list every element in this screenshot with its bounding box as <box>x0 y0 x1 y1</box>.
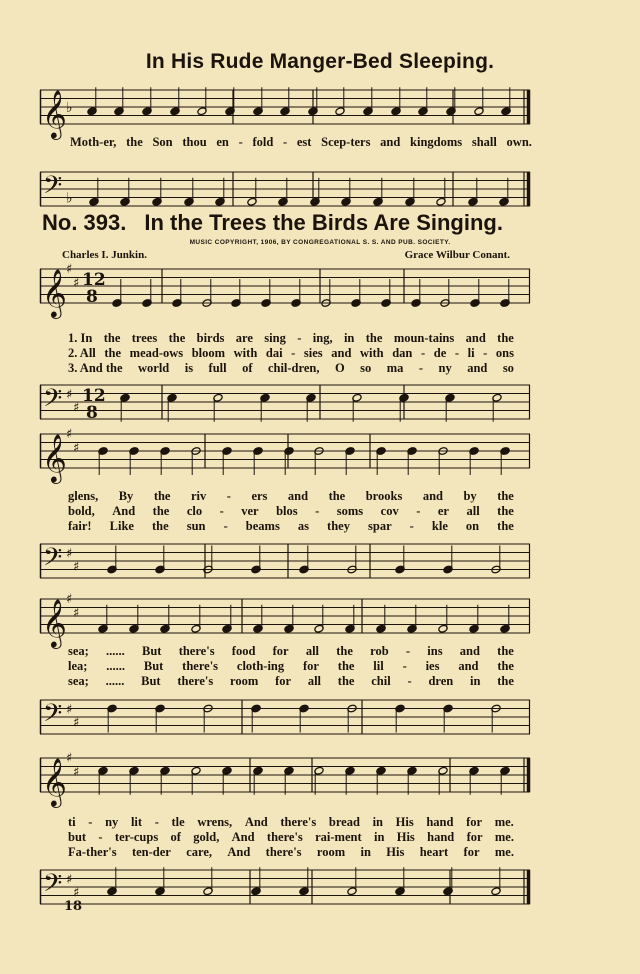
lyric-word: there's <box>178 644 215 658</box>
bass-staff <box>40 540 530 584</box>
lyric-word: by <box>463 489 477 503</box>
lyric-word: sies <box>303 346 323 360</box>
lyric-word: soms <box>336 504 364 518</box>
lyric-word: sea; <box>68 644 89 658</box>
lyric-word: ing, <box>312 331 333 345</box>
treble-clef-icon: 𝄞 <box>42 757 67 806</box>
lyric-word: there's <box>266 830 303 844</box>
lyric-line <box>68 331 514 346</box>
lyric-word: But <box>142 644 162 658</box>
lyric-line <box>68 361 514 376</box>
lyric-word: and <box>422 489 443 503</box>
lyric-word: - <box>154 815 159 829</box>
lyric-word: ...... <box>106 644 125 658</box>
lyric-word: spar <box>368 519 392 533</box>
lyric-word: sea; <box>68 674 89 688</box>
lyric-word: mead-ows <box>129 346 184 360</box>
lyric-word: so <box>502 361 514 375</box>
lyric-word: on <box>465 519 480 533</box>
time-signature-bottom: 8 <box>86 287 98 307</box>
lyric-word: full <box>208 361 227 375</box>
time-signature-bottom: 8 <box>86 403 98 423</box>
key-sharp-icon: ♯ <box>66 387 73 403</box>
lyric-word: - <box>88 815 93 829</box>
lyric-word: - <box>238 135 243 149</box>
lyric-word: dai <box>265 346 283 360</box>
treble-staff <box>40 262 530 317</box>
lyric-word: the <box>497 331 514 345</box>
lyric-line <box>68 674 514 689</box>
lyric-word: er <box>437 504 449 518</box>
lyric-word: Moth-er, <box>70 135 117 149</box>
lyric-line <box>68 519 514 534</box>
lyric-word: cov <box>380 504 399 518</box>
lyric-word: for <box>466 815 483 829</box>
lyric-word: kle <box>431 519 448 533</box>
lyric-line <box>68 644 514 659</box>
lyric-word: the <box>153 489 171 503</box>
lyric-word: kingdoms <box>410 135 463 149</box>
lyric-word: chil <box>371 674 391 688</box>
lyric-word: the <box>497 519 514 533</box>
hymn-number: No. 393. <box>42 210 127 235</box>
lyric-word: room <box>316 845 346 859</box>
treble-clef-icon: 𝄞 <box>42 268 67 317</box>
lyric-word: 3. And the <box>68 361 123 375</box>
lyric-word: Son <box>152 135 173 149</box>
lyric-word: brooks <box>365 489 403 503</box>
lyric-word: and <box>467 361 488 375</box>
key-sharp-icon: ♯ <box>73 400 80 416</box>
lyric-word: But <box>143 659 164 673</box>
lyric-word: - <box>409 519 414 533</box>
lyric-word: blos <box>276 504 298 518</box>
lyric-word: - <box>283 135 288 149</box>
lyric-word: in <box>343 331 355 345</box>
lyric-word: By <box>118 489 134 503</box>
lyric-word: the <box>337 659 355 673</box>
lyric-word: ten-der <box>131 845 171 859</box>
lyric-word: me. <box>494 830 514 844</box>
lyric-word: ...... <box>105 674 125 688</box>
lyric-word: - <box>315 504 320 518</box>
treble-staff <box>40 86 530 138</box>
hymn-title: In the Trees the Birds Are Singing. <box>144 210 503 235</box>
key-sharp-icon: ♯ <box>66 592 73 607</box>
lyric-word: His <box>395 815 414 829</box>
lyric-word: li <box>467 346 475 360</box>
lyric-word: ons <box>495 346 514 360</box>
bass-staff <box>40 381 530 425</box>
lyric-word: shall <box>471 135 497 149</box>
lyric-word: lea; <box>68 659 88 673</box>
lyric-word: the <box>152 504 170 518</box>
lyric-word: there's <box>265 845 302 859</box>
treble-clef-icon: 𝄞 <box>42 433 67 482</box>
lyric-line <box>68 815 514 830</box>
lyric-word: me. <box>494 845 514 859</box>
lyric-word: for <box>275 674 292 688</box>
lyric-word: and <box>458 659 479 673</box>
lyric-word: fold <box>252 135 274 149</box>
author-credit: Grace Wilbur Conant. <box>404 249 510 261</box>
lyric-word: food <box>231 644 256 658</box>
lyric-word: est <box>296 135 312 149</box>
lyric-word: 2. All <box>68 346 96 360</box>
lyric-word: there's <box>177 674 214 688</box>
lyric-word: ...... <box>106 659 126 673</box>
lyric-word: - <box>420 346 426 360</box>
treble-clef-icon: 𝄞 <box>42 89 67 138</box>
lyric-word: But <box>141 674 161 688</box>
key-flat-icon: ♭ <box>66 100 73 116</box>
lyric-word: rai-ment <box>315 830 362 844</box>
lyric-word: and <box>287 489 309 503</box>
lyric-word: riv <box>190 489 207 503</box>
lyric-word: me. <box>494 815 514 829</box>
lyric-word: ter-cups <box>114 830 159 844</box>
lyric-word: rob <box>370 644 389 658</box>
key-sharp-icon: ♯ <box>66 702 73 718</box>
lyric-word: - <box>223 519 228 533</box>
lyric-word: but <box>68 830 87 844</box>
lyric-word: care, <box>186 845 212 859</box>
hymn-heading <box>42 210 602 236</box>
lyric-word: there's <box>182 659 219 673</box>
lyric-line <box>68 830 514 845</box>
lyric-line <box>68 489 514 504</box>
bass-clef-icon: 𝄢 <box>43 869 63 904</box>
lyric-word: room <box>230 674 259 688</box>
lyric-word: - <box>226 489 231 503</box>
lyric-word: ma <box>386 361 404 375</box>
lyric-word: 1. In <box>68 331 93 345</box>
lyric-word: cloth-ing <box>236 659 285 673</box>
bass-staff <box>40 168 530 212</box>
key-sharp-icon: ♯ <box>73 605 80 621</box>
lyric-word: ies <box>425 659 440 673</box>
bass-clef-icon: 𝄢 <box>43 699 63 734</box>
lyric-word: in <box>470 674 481 688</box>
lyric-line <box>68 659 514 674</box>
lyric-word: ti <box>68 815 76 829</box>
lyric-word: in <box>373 830 385 844</box>
lyric-word: heart <box>419 845 449 859</box>
lyric-word: clo <box>186 504 203 518</box>
lyric-word: ins <box>427 644 443 658</box>
lyric-word: - <box>291 346 296 360</box>
key-sharp-icon: ♯ <box>66 872 73 888</box>
lyric-word: the <box>336 644 353 658</box>
lyric-word: ny <box>105 815 119 829</box>
lyric-word: hand <box>426 815 454 829</box>
lyric-word: tle <box>171 815 185 829</box>
key-sharp-icon: ♯ <box>66 427 73 442</box>
lyric-word: for <box>463 845 480 859</box>
bass-clef-icon: 𝄢 <box>43 171 63 206</box>
key-sharp-icon: ♯ <box>73 559 80 575</box>
lyric-word: O <box>334 361 345 375</box>
lyric-word: of <box>170 830 181 844</box>
lyric-word: bread <box>328 815 360 829</box>
lyric-word: - <box>219 504 224 518</box>
lyric-word: and <box>459 644 480 658</box>
copyright-notice: MUSIC COPYRIGHT, 1906, BY CONGREGATIONAL S. S. AND PUB. SOCIETY. <box>189 239 451 246</box>
lyric-word: - <box>483 346 488 360</box>
lyric-word: the <box>337 674 355 688</box>
bass-clef-icon: 𝄢 <box>43 543 63 578</box>
lyric-line <box>68 504 514 519</box>
time-signature-top: 12 <box>82 386 106 406</box>
lyric-word: ers <box>251 489 268 503</box>
lyric-word: world <box>138 361 170 375</box>
lyric-word: And <box>227 845 251 859</box>
key-sharp-icon: ♯ <box>73 885 80 901</box>
lyric-word: and <box>380 135 401 149</box>
bass-staff <box>40 866 530 910</box>
lyric-word: en <box>216 135 229 149</box>
lyric-word: all <box>307 674 322 688</box>
lyric-word: Scep-ters <box>321 135 371 149</box>
lyric-word: hand <box>427 830 455 844</box>
lyric-word: dan <box>392 346 413 360</box>
lyric-word: bloom <box>191 346 226 360</box>
lyric-word: beams <box>245 519 280 533</box>
lyric-word: wrens, <box>197 815 233 829</box>
lyric-word: with <box>233 346 258 360</box>
lyric-word: - <box>418 361 424 375</box>
lyric-word: are <box>235 331 253 345</box>
lyric-word: - <box>297 331 302 345</box>
lyric-word: the <box>497 674 514 688</box>
lyric-word: Fa-ther's <box>68 845 117 859</box>
lyric-word: the <box>497 504 514 518</box>
lyric-word: and <box>465 331 486 345</box>
lyric-word: chil-dren, <box>267 361 320 375</box>
lyric-word: as <box>297 519 309 533</box>
lyric-word: And <box>112 504 136 518</box>
lyric-word: trees <box>131 331 158 345</box>
key-sharp-icon: ♯ <box>73 764 80 780</box>
lyric-word: and <box>331 346 352 360</box>
lyric-word: bold, <box>68 504 95 518</box>
lyric-word: the <box>497 489 514 503</box>
lyric-word: in <box>372 815 384 829</box>
lyric-word: in <box>360 845 371 859</box>
composer-credit: Charles I. Junkin. <box>62 249 147 261</box>
lyric-word: - <box>454 346 460 360</box>
lyric-word: they <box>327 519 350 533</box>
lyric-word: - <box>405 644 411 658</box>
key-sharp-icon: ♯ <box>66 751 73 766</box>
key-sharp-icon: ♯ <box>73 440 80 456</box>
lyric-word: And <box>231 830 255 844</box>
lyric-word: all <box>305 644 320 658</box>
key-flat-icon: ♭ <box>66 190 73 207</box>
lyric-word: And <box>244 815 268 829</box>
lyric-word: - <box>416 504 421 518</box>
lyric-word: glens, <box>68 489 99 503</box>
lyric-word: all <box>466 504 480 518</box>
treble-clef-icon: 𝄞 <box>42 598 67 647</box>
lyric-word: sing <box>264 331 286 345</box>
lyric-word: - <box>98 830 103 844</box>
lyric-word: own. <box>506 135 532 149</box>
lyric-line <box>70 135 532 150</box>
lyric-line <box>68 346 514 361</box>
bass-staff <box>40 696 530 740</box>
lyric-word: so <box>360 361 372 375</box>
lyric-word: lil <box>373 659 384 673</box>
lyric-word: the <box>497 659 514 673</box>
lyric-word: the <box>328 489 346 503</box>
lyric-word: dren <box>428 674 454 688</box>
lyric-word: ver <box>241 504 259 518</box>
lyric-word: birds <box>196 331 225 345</box>
lyric-word: - <box>402 659 407 673</box>
lyric-word: de <box>433 346 447 360</box>
lyric-word: with <box>360 346 384 360</box>
lyric-word: fair! <box>68 519 92 533</box>
lyric-word: ny <box>438 361 452 375</box>
page-number: 18 <box>64 899 83 914</box>
time-signature-top: 12 <box>82 270 106 290</box>
lyric-word: His <box>396 830 415 844</box>
lyric-word: for <box>272 644 289 658</box>
lyric-word: the <box>103 331 121 345</box>
lyric-word: Like <box>109 519 134 533</box>
lyric-word: the <box>168 331 186 345</box>
lyric-word: the <box>365 331 383 345</box>
lyric-word: the <box>497 644 514 658</box>
previous-hymn-title: In His Rude Manger-Bed Sleeping. <box>145 50 495 73</box>
lyric-word: His <box>386 845 405 859</box>
key-sharp-icon: ♯ <box>73 715 80 731</box>
treble-staff <box>40 592 530 647</box>
lyric-word: the <box>126 135 143 149</box>
key-sharp-icon: ♯ <box>73 275 80 291</box>
lyric-word: for <box>466 830 483 844</box>
key-sharp-icon: ♯ <box>66 262 73 277</box>
key-sharp-icon: ♯ <box>66 546 73 562</box>
lyric-word: of <box>242 361 253 375</box>
lyric-word: for <box>302 659 319 673</box>
lyric-word: the <box>152 519 169 533</box>
lyric-word: moun-tains <box>393 331 455 345</box>
bass-clef-icon: 𝄢 <box>43 384 63 419</box>
lyric-word: thou <box>182 135 207 149</box>
lyric-word: sun <box>186 519 206 533</box>
lyric-word: lit <box>130 815 143 829</box>
treble-staff <box>40 751 530 806</box>
lyric-line <box>68 845 514 860</box>
lyric-word: gold, <box>193 830 220 844</box>
treble-staff <box>40 427 530 482</box>
lyric-word: there's <box>280 815 317 829</box>
lyric-word: is <box>184 361 194 375</box>
lyric-word: the <box>104 346 122 360</box>
lyric-word: - <box>407 674 412 688</box>
